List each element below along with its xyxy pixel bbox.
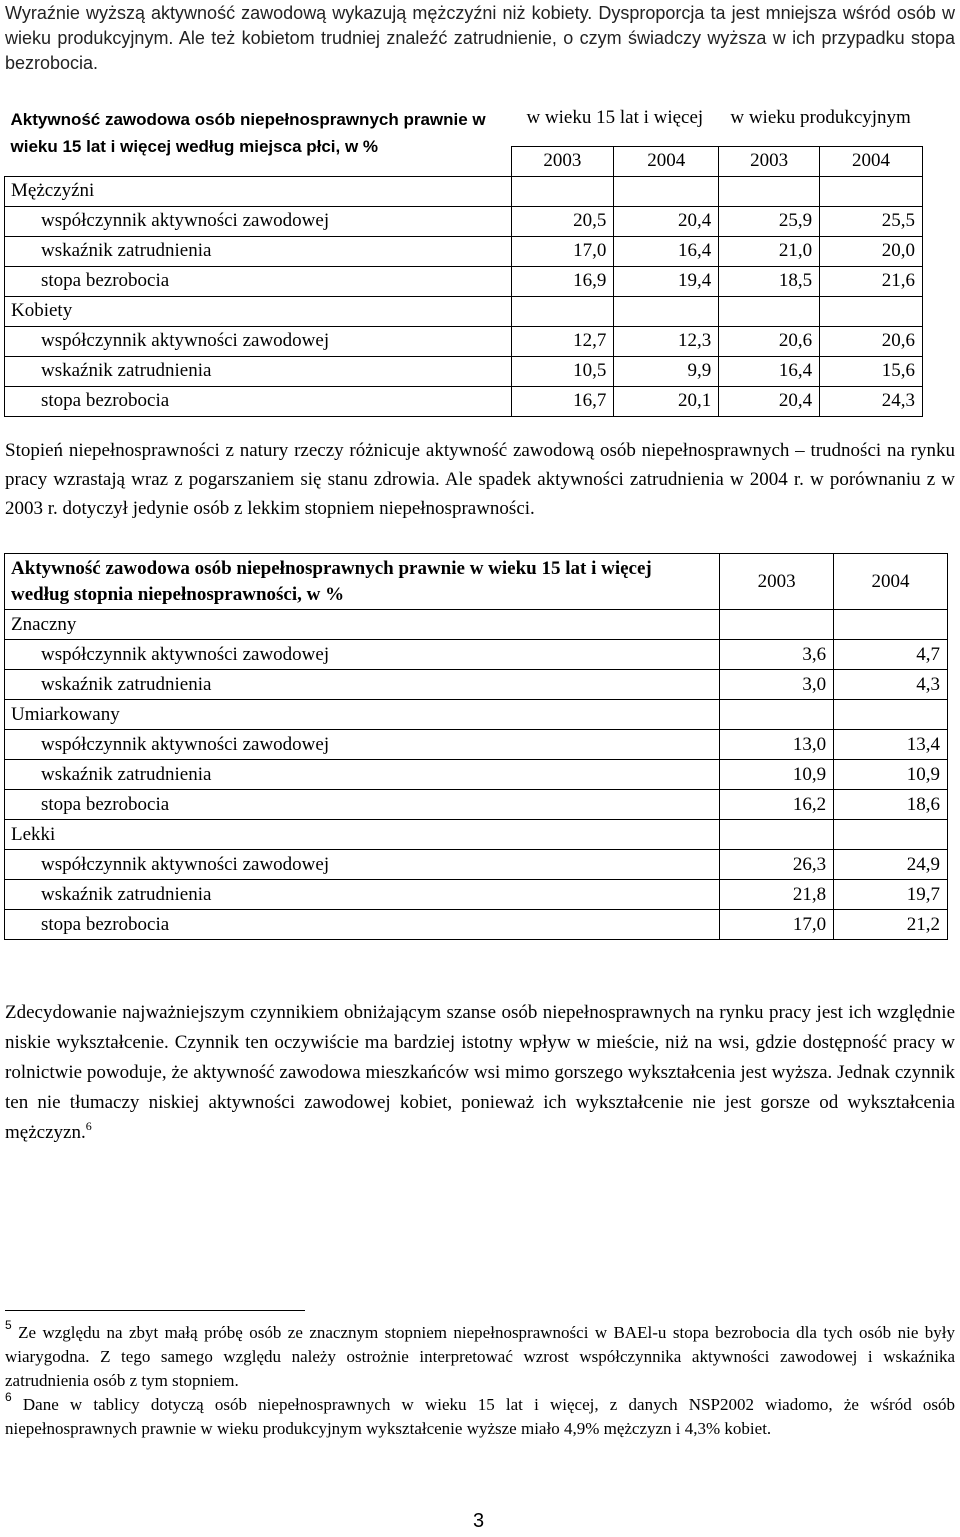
cell-value: 21,0 <box>719 236 820 266</box>
row-label: wskaźnik zatrudnienia <box>5 236 512 266</box>
year-header: 2004 <box>614 146 719 176</box>
footnote-ref[interactable]: 6 <box>85 1119 92 1133</box>
group-label-women: Kobiety <box>5 296 512 326</box>
row-label: stopa bezrobocia <box>5 386 512 416</box>
cell-value: 16,7 <box>511 386 614 416</box>
row-label: stopa bezrobocia <box>5 910 720 940</box>
cell-value: 17,0 <box>511 236 614 266</box>
cell-value: 13,4 <box>834 730 948 760</box>
table-row <box>5 670 948 700</box>
col-group-15-plus: w wieku 15 lat i więcej <box>526 107 704 129</box>
group-label-men: Mężczyźni <box>5 176 512 206</box>
cell-value: 20,1 <box>614 386 719 416</box>
closing-text: Zdecydowanie najważniejszym czynnikiem obniżającym szanse osób niepełnosprawnych na rynku pracy jest ich względnie niskie wykształcenie. Czynnik ten oczywiście ma bardziej istotny wpływ w mieście, niż na wsi, gdzie dostępność pracy w rolnictwie powoduje, że aktywność zawodowa mieszkańców wsi mimo gorszego wykształcenia jest wyższa. Jednak czynnik ten nie tłumaczy niskiej aktywności zawodowej kobiet, ponieważ ich wykształcenie nie jest gorsze od wykształcenia mężczyzn. <box>5 1002 955 1143</box>
table-row <box>5 910 948 940</box>
table-row <box>5 880 948 910</box>
cell-value: 9,9 <box>614 356 719 386</box>
cell-value: 17,0 <box>720 910 834 940</box>
table-title: Aktywność zawodowa osób niepełnosprawnych prawnie w wieku 15 lat i więcej według miejsca płci, w % <box>10 110 486 157</box>
footnote-6 <box>5 1390 955 1441</box>
table-title: Aktywność zawodowa osób niepełnosprawnych prawnie w wieku 15 lat i więcej według stopnia niepełnosprawności, w % <box>5 554 720 610</box>
row-label: współczynnik aktywności zawodowej <box>5 326 512 356</box>
cell-value: 16,4 <box>719 356 820 386</box>
footnote-5 <box>5 1318 956 1393</box>
row-label: współczynnik aktywności zawodowej <box>5 206 512 236</box>
cell-value: 18,5 <box>719 266 820 296</box>
cell-value: 12,7 <box>511 326 614 356</box>
footnote-text: Dane w tablicy dotyczą osób niepełnosprawnych w wieku 15 lat i więcej, z danych NSP2002 wiadomo, że wśród osób niepełnosprawnych prawnie w wieku produkcyjnym wykształcenie wyższe miało 4,9% mężczyzn i 4,3% kobiet. <box>5 1395 955 1438</box>
year-header: 2003 <box>719 146 820 176</box>
year-header: 2003 <box>511 146 614 176</box>
row-label: współczynnik aktywności zawodowej <box>5 730 720 760</box>
footnote-divider <box>5 1310 305 1311</box>
group-label: Lekki <box>5 820 720 850</box>
middle-paragraph: Stopień niepełnosprawności z natury rzeczy różnicuje aktywność zawodową osób niepełnosprawnych – trudności na rynku pracy wzrastają wraz z pogarszaniem się stanu zdrowia. Ale spadek aktywności zatrudnienia w 2004 r. w porównaniu z w 2003 r. dotyczył jedynie osób z lekkim stopniem niepełnosprawności. <box>5 440 955 519</box>
footnote-mark: 5 <box>5 1318 12 1332</box>
cell-value: 16,9 <box>511 266 614 296</box>
group-label: Umiarkowany <box>5 700 720 730</box>
cell-value: 21,2 <box>834 910 948 940</box>
cell-value: 20,4 <box>614 206 719 236</box>
cell-value: 10,9 <box>720 760 834 790</box>
intro-paragraph: Wyraźnie wyższą aktywność zawodową wykazują mężczyźni niż kobiety. Dysproporcja ta jest mniejsza wśród osób w wieku produkcyjnym. Ale też kobietom trudniej znaleźć zatrudnienie, o czym świadczy wyższa w ich przypadku stopa bezrobocia. <box>5 3 955 73</box>
cell-value: 20,4 <box>719 386 820 416</box>
cell-value: 3,0 <box>720 670 834 700</box>
row-label: stopa bezrobocia <box>5 266 512 296</box>
cell-value: 16,4 <box>614 236 719 266</box>
col-group-working-age: w wieku produkcyjnym <box>730 107 911 129</box>
table-row <box>5 236 923 266</box>
group-label: Znaczny <box>5 610 720 640</box>
cell-value: 3,6 <box>720 640 834 670</box>
table-row <box>5 730 948 760</box>
group-row <box>5 610 948 640</box>
table-row <box>5 760 948 790</box>
group-row <box>5 820 948 850</box>
cell-value: 19,4 <box>614 266 719 296</box>
table-row <box>5 356 923 386</box>
table-activity-by-disability <box>4 553 948 940</box>
cell-value: 25,5 <box>820 206 923 236</box>
group-row <box>5 296 923 326</box>
table-row <box>5 640 948 670</box>
cell-value: 26,3 <box>720 850 834 880</box>
footnote-mark: 6 <box>5 1390 12 1404</box>
table-row <box>5 266 923 296</box>
cell-value: 24,3 <box>820 386 923 416</box>
table-row <box>5 326 923 356</box>
cell-value: 21,8 <box>720 880 834 910</box>
cell-value: 24,9 <box>834 850 948 880</box>
row-label: wskaźnik zatrudnienia <box>5 880 720 910</box>
cell-value: 19,7 <box>834 880 948 910</box>
cell-value: 13,0 <box>720 730 834 760</box>
cell-value: 10,5 <box>511 356 614 386</box>
row-label: współczynnik aktywności zawodowej <box>5 850 720 880</box>
year-header: 2004 <box>834 554 948 610</box>
cell-value: 10,9 <box>834 760 948 790</box>
cell-value: 12,3 <box>614 326 719 356</box>
row-label: wskaźnik zatrudnienia <box>5 356 512 386</box>
cell-value: 20,6 <box>820 326 923 356</box>
year-header: 2004 <box>820 146 923 176</box>
cell-value: 20,5 <box>511 206 614 236</box>
table-row <box>5 850 948 880</box>
cell-value: 4,3 <box>834 670 948 700</box>
table-activity-by-sex <box>4 90 923 417</box>
table-row <box>5 206 923 236</box>
table-header-row <box>5 90 923 146</box>
cell-value: 21,6 <box>820 266 923 296</box>
cell-value: 16,2 <box>720 790 834 820</box>
cell-value: 4,7 <box>834 640 948 670</box>
cell-value: 20,0 <box>820 236 923 266</box>
closing-paragraph <box>5 998 955 1148</box>
row-label: wskaźnik zatrudnienia <box>5 670 720 700</box>
row-label: współczynnik aktywności zawodowej <box>5 640 720 670</box>
table-row <box>5 386 923 416</box>
row-label: stopa bezrobocia <box>5 790 720 820</box>
cell-value: 25,9 <box>719 206 820 236</box>
table-header-row <box>5 554 948 610</box>
footnote-text: Ze względu na zbyt małą próbę osób ze znacznym stopniem niepełnosprawności w BAEl-u stopa bezrobocia dla tych osób nie były wiarygodna. Z tego samego względu należy ostrożnie interpretować wzrost współczynnika aktywności zawodowej i wskaźnika zatrudnienia osób z tym stopniem. <box>5 1323 956 1390</box>
group-row <box>5 176 923 206</box>
cell-value: 18,6 <box>834 790 948 820</box>
cell-value: 20,6 <box>719 326 820 356</box>
group-row <box>5 700 948 730</box>
year-header: 2003 <box>720 554 834 610</box>
cell-value: 15,6 <box>820 356 923 386</box>
page-number: 3 <box>473 1510 485 1532</box>
row-label: wskaźnik zatrudnienia <box>5 760 720 790</box>
table-row <box>5 790 948 820</box>
